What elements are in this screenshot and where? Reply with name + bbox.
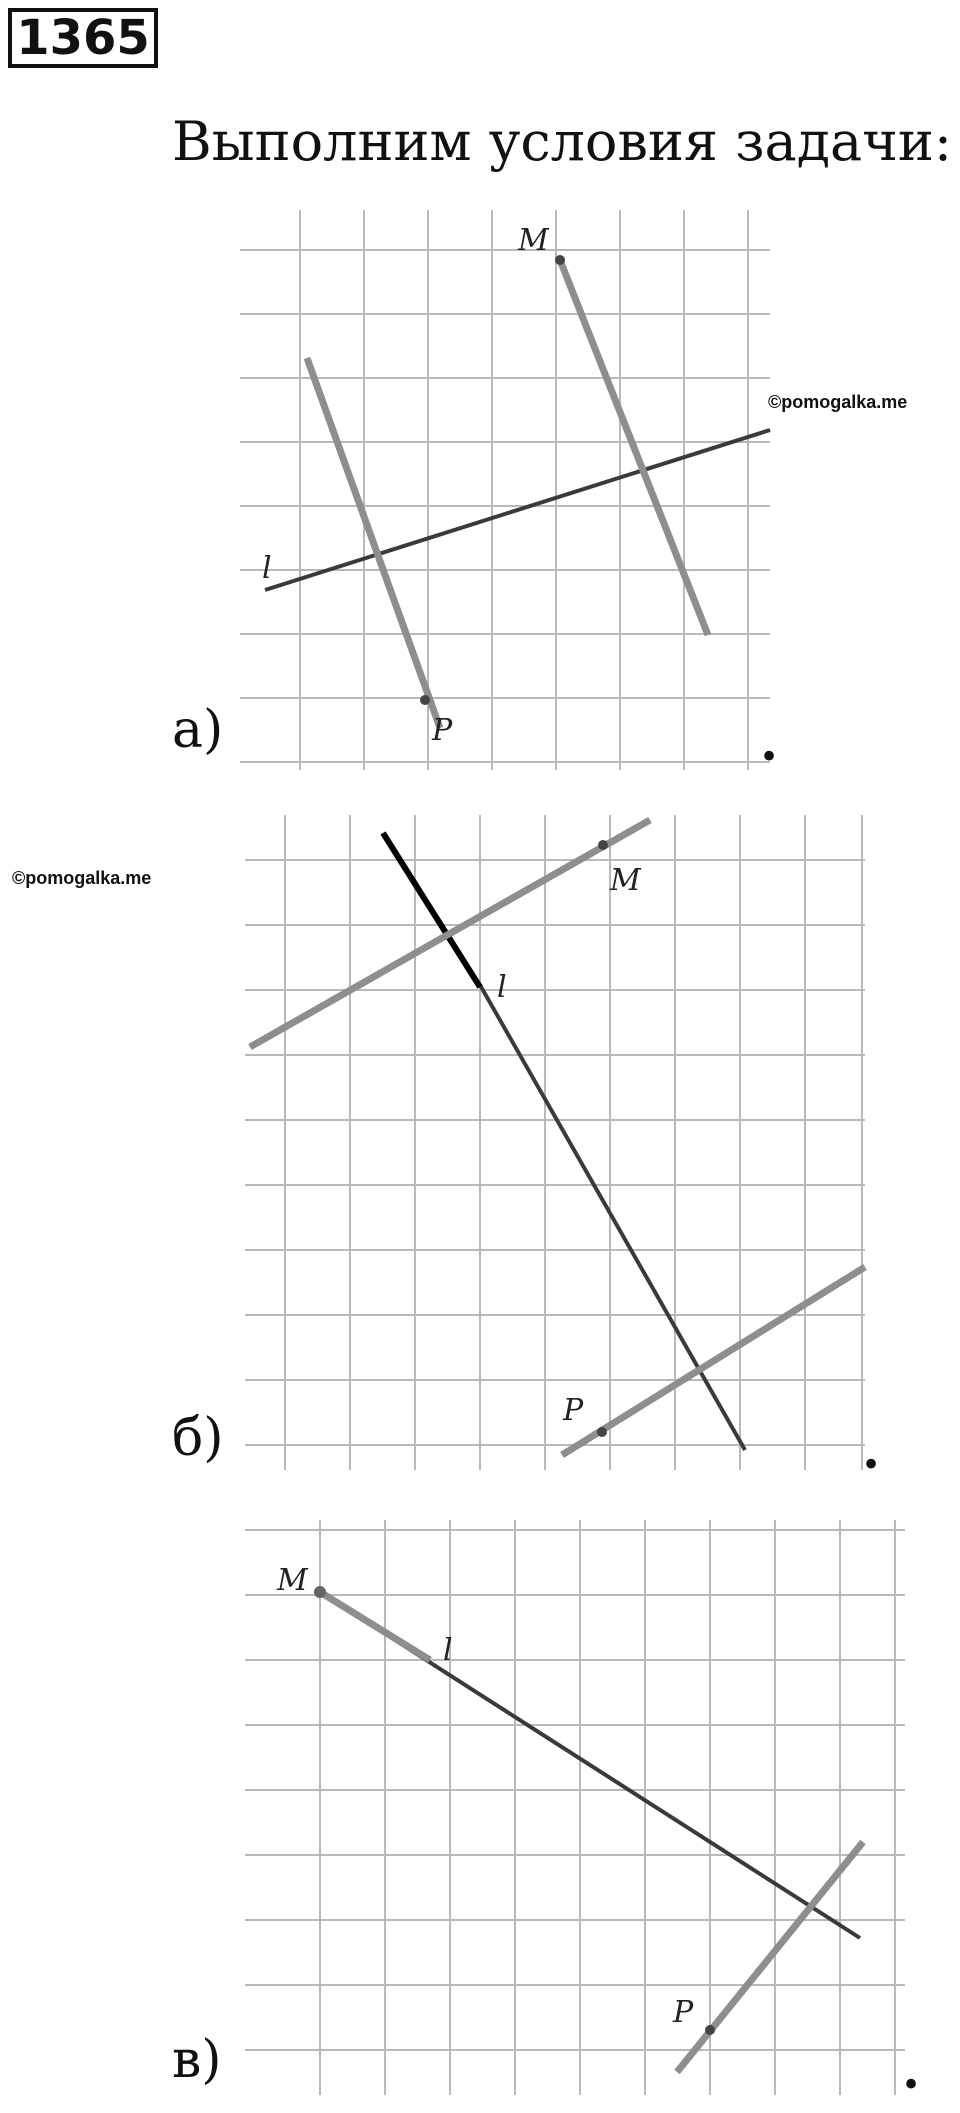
label-m: M	[277, 1563, 308, 1598]
point-m	[314, 1586, 326, 1598]
point-p	[705, 2025, 715, 2035]
intro-text: Выполним условия задачи:	[172, 110, 953, 173]
label-m: M	[518, 223, 549, 258]
label-p: P	[673, 1995, 694, 2030]
label-l: l	[443, 1633, 453, 1668]
perpendicular-p	[562, 1267, 865, 1455]
label-p: P	[563, 1393, 584, 1428]
perpendicular-m	[320, 1592, 430, 1660]
point-p	[597, 1427, 607, 1437]
figure-b-label: б)	[172, 1408, 224, 1468]
watermark-1: ©pomogalka.me	[768, 392, 908, 412]
perpendicular-p	[307, 358, 440, 728]
point-p	[420, 695, 430, 705]
figure-b-end-dot: .	[862, 1420, 881, 1481]
perpendicular-m	[250, 820, 650, 1047]
label-m: M	[610, 863, 641, 898]
figure-b	[245, 815, 865, 1470]
grid-b	[245, 815, 865, 1470]
figure-c	[245, 1520, 905, 2095]
watermark-2: ©pomogalka.me	[12, 868, 152, 888]
figure-c-label: в)	[172, 2030, 222, 2090]
perpendicular-m	[560, 260, 708, 635]
label-l: l	[262, 551, 272, 586]
figure-c-end-dot: .	[902, 2040, 921, 2101]
point-m	[598, 840, 608, 850]
point-m	[555, 255, 565, 265]
grid-a	[240, 210, 770, 770]
label-l: l	[497, 970, 507, 1005]
figure-a-end-dot: .	[760, 712, 779, 773]
perpendicular-p	[677, 1842, 863, 2072]
problem-number: 1365	[8, 8, 158, 68]
figure-a-label: а)	[172, 700, 224, 760]
label-p: P	[432, 713, 453, 748]
figure-a	[240, 210, 770, 770]
